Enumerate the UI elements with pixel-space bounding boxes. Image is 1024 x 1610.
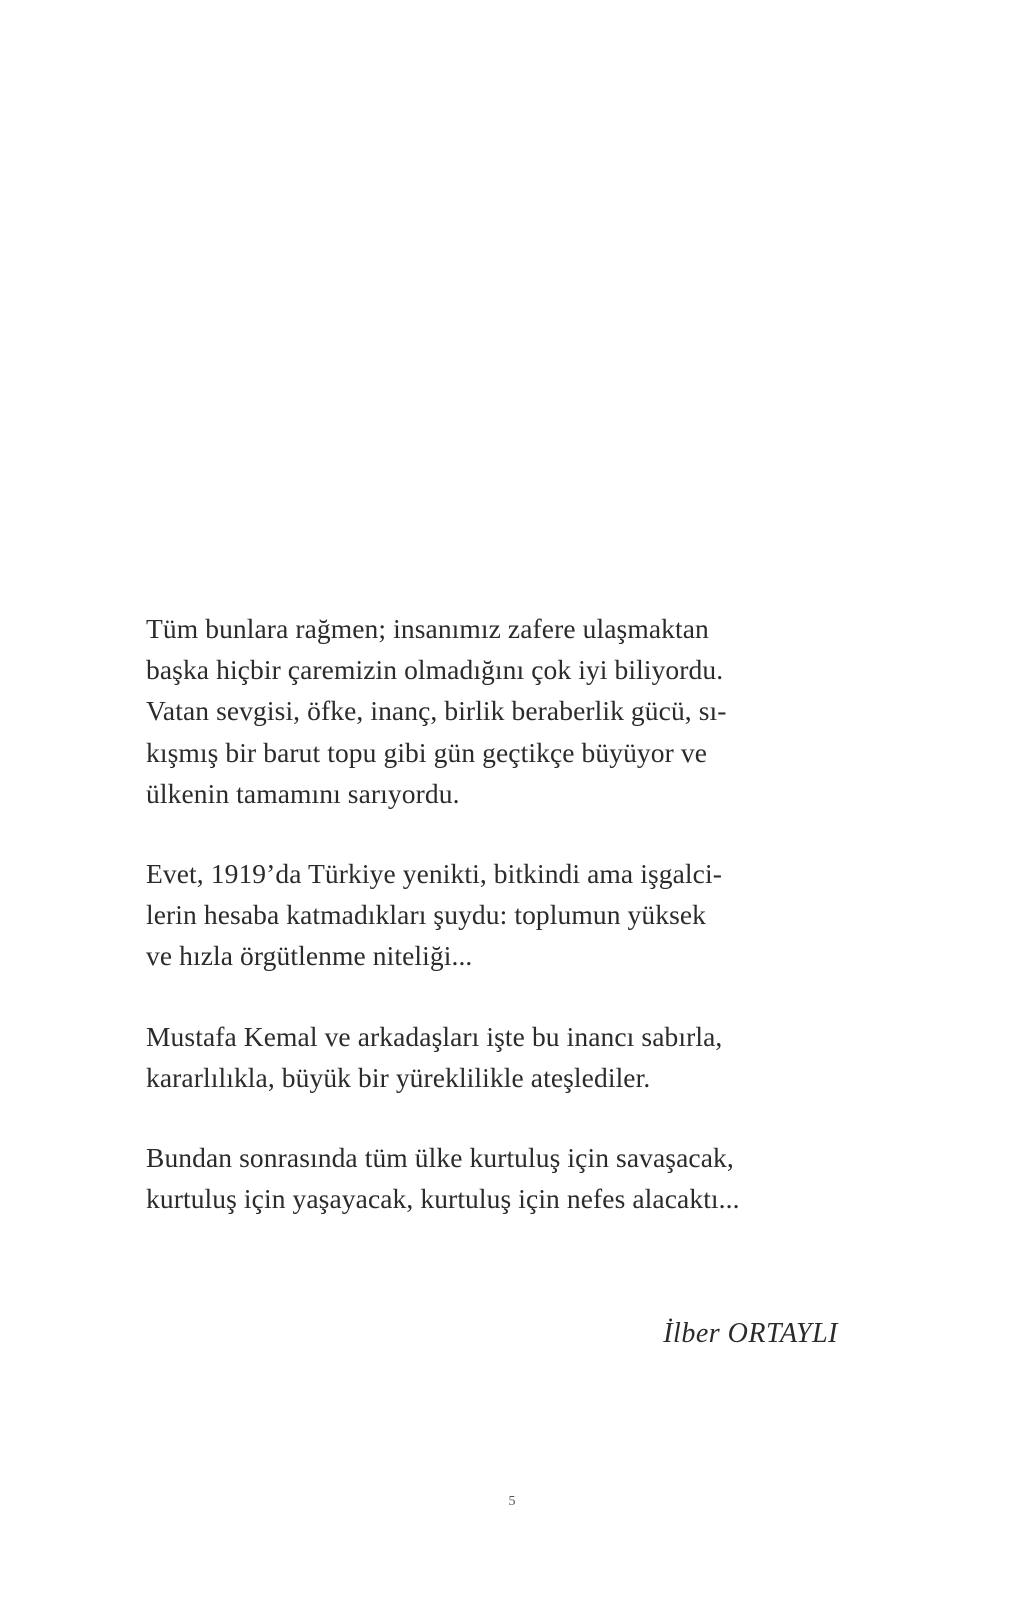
paragraph-1: [146, 608, 846, 814]
text-line: ülkenin tamamını sarıyordu.: [146, 777, 460, 809]
text-line: Vatan sevgisi, öfke, inanç, birlik beraberlik gücü, sı-: [146, 695, 727, 727]
text-line: Bundan sonrasında tüm ülke kurtuluş için savaşacak,: [146, 1142, 734, 1174]
text-line: kışmış bir barut topu gibi gün geçtikçe büyüyor ve: [146, 736, 708, 768]
text-line: başka hiçbir çaremizin olmadığını çok iyi biliyordu.: [146, 654, 724, 686]
text-line: lerin hesaba katmadıkları şuydu: toplumun yüksek: [146, 899, 707, 931]
paragraph-4: [146, 1137, 846, 1219]
text-line: Evet, 1919’da Türkiye yenikti, bitkindi ama işgalci-: [146, 858, 722, 890]
text-line: Tüm bunlara rağmen; insanımız zafere ulaşmaktan: [146, 613, 709, 644]
text-line: Mustafa Kemal ve arkadaşları işte bu inancı sabırla,: [146, 1020, 723, 1052]
text-line: kurtuluş için yaşayacak, kurtuluş için nefes alacaktı...: [146, 1183, 740, 1215]
paragraph-2: [146, 853, 846, 977]
author-signature: İlber ORTAYLI: [663, 1318, 838, 1349]
body-text: [146, 608, 846, 1219]
page-number: 5: [508, 1494, 516, 1509]
text-line: kararlılıkla, büyük bir yüreklilikle ateşlediler.: [146, 1061, 651, 1093]
text-line: ve hızla örgütlenme niteliği...: [146, 940, 473, 972]
paragraph-3: [146, 1016, 846, 1098]
